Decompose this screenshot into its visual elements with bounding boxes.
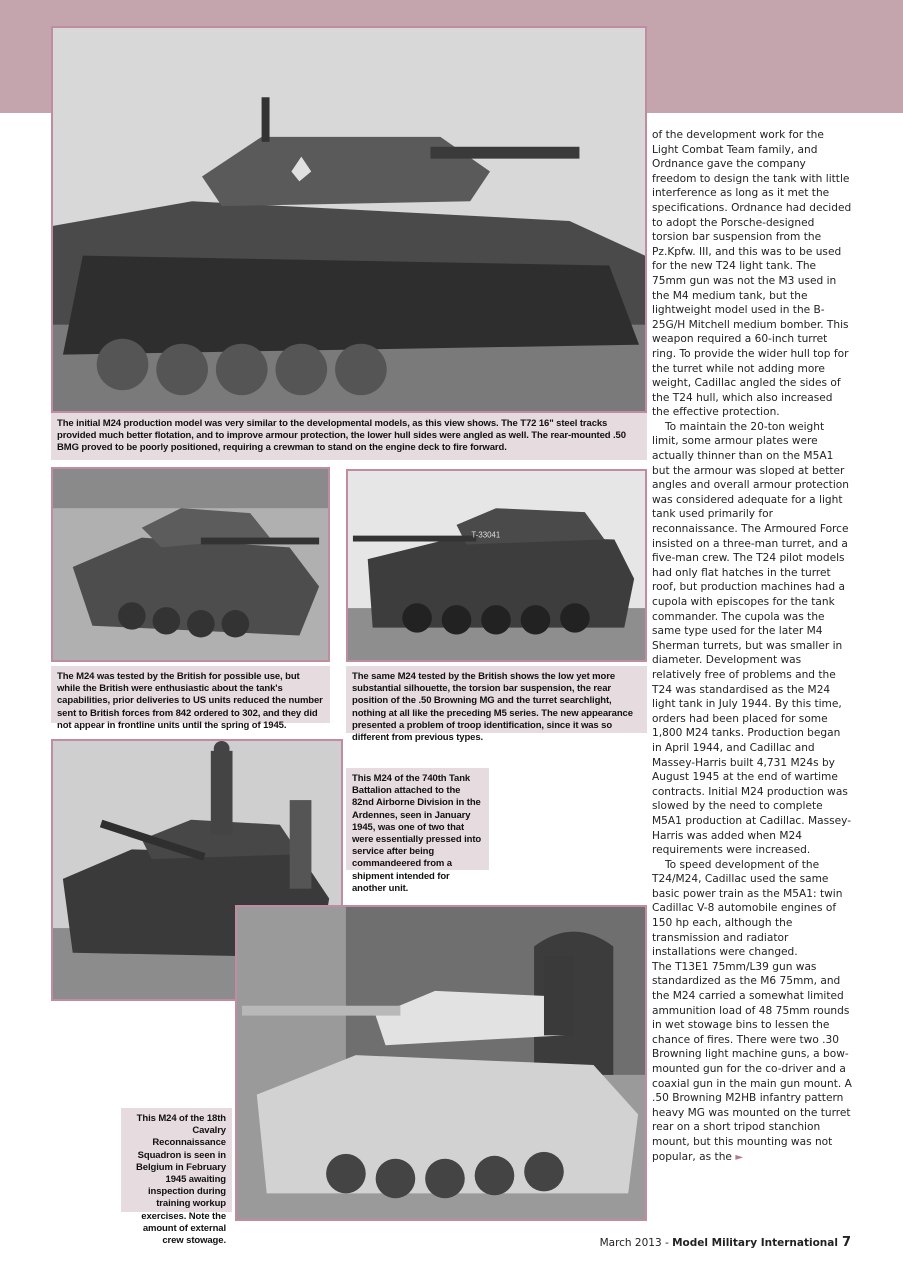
photo-m24-production-model (51, 26, 647, 413)
photo-m24-british-test-2 (346, 469, 647, 662)
body-text-column (652, 128, 852, 1165)
footer-issue: March 2013 - (599, 1237, 673, 1249)
body-paragraph-1: of the development work for the Light Combat Team family, and Ordnance gave the company freedom to design the tank with little interference as long as it met the specifications. Ordnance had decided to adopt the Porsche-designed torsion bar suspension from the Pz.Kpfw. III, and this was to be used for the new T24 light tank. The 75mm gun was not the M3 used in the M4 medium tank, but the lightweight model used in the B-25G/H Mitchell medium bomber. This weapon required a 60-inch turret ring. To provide the wider hull top for the turret while not adding more weight, Cadillac angled the sides of the T24 hull, which also increased the effective protection. (652, 129, 852, 419)
page-number: 7 (841, 1235, 851, 1250)
tank-serial-marking: T-33041 (471, 530, 501, 540)
continue-arrow-icon: ► (735, 1151, 744, 1163)
caption-photo-1: The initial M24 production model was very similar to the developmental models, as this view shows. The T72 16" steel tracks provided much better flotation, and to improve armour protection, the lower hull sides were angled as well. The rear-mounted .50 BMG proved to be poorly positioned, requiring a crewman to stand on the engine deck to fire forward. (51, 413, 647, 460)
body-paragraph-3: To speed development of the T24/M24, Cadillac used the same basic power train as the M5A1: twin Cadillac V-8 automobile engines of 150 hp each, although the transmission and radiator installations were changed. (652, 858, 843, 959)
caption-photo-5: This M24 of the 18th Cavalry Reconnaissance Squadron is seen in Belgium in February 1945 awaiting inspection during training workup exercises. Note the amount of external crew stowage. (121, 1108, 232, 1212)
caption-photo-2: The M24 was tested by the British for possible use, but while the British were enthusiastic about the tank's capabilities, prior deliveries to US units reduced the number sent to British forces from 842 ordered to 302, and they did not appear in frontline units until the spring of 1945. (51, 666, 330, 723)
caption-photo-3: The same M24 tested by the British shows the low yet more substantial silhouette, the torsion bar suspension, the rear position of the .50 Browning MG and the turret searchlight, nothing at all like the preceding M5 series. The new appearance presented a problem of troop identification, since it was so different from previous types. (346, 666, 647, 733)
body-paragraph-2: To maintain the 20-ton weight limit, some armour plates were actually thinner than on the M5A1 but the armour was sloped at better angles and overall armour protection was considered adequate for a light tank used primarily for reconnaissance. The Armoured Force insisted on a three-man turret, and a five-man crew. The T24 pilot models had only flat hatches in the turret roof, but production machines had a cupola with episcopes for the tank commander. The cupola was the same type used for the later M4 Sherman turrets, but was smaller in diameter. Development was relatively free of problems and the T24 was standardised as the M24 light tank in July 1944. By this time, orders had been placed for some 1,800 M24 tanks. Production began in April 1944, and Cadillac and Massey-Harris built 4,731 M24s by August 1945 at the end of wartime contracts. Initial M24 production was slowed by the need to complete M5A1 production at Cadillac. Massey-Harris was added when M24 requirements were increased. (652, 420, 852, 857)
footer-magazine: Model Military International (672, 1237, 838, 1249)
page-footer (600, 1235, 851, 1250)
body-paragraph-4 (652, 960, 852, 1165)
caption-photo-4: This M24 of the 740th Tank Battalion attached to the 82nd Airborne Division in the Ardennes, seen in January 1945, was one of two that were essentially pressed into service after being commandeered from a shipment intended for another unit. (346, 768, 489, 870)
body-paragraph-4-text: The T13E1 75mm/L39 gun was standardized as the M6 75mm, and the M24 carried a somewhat limited ammunition load of 48 75mm rounds in wet stowage bins to lessen the chance of fires. There were two .30 Browning light machine guns, a bow-mounted gun for the co-driver and a coaxial gun in the main gun mount. A .50 Browning M2HB infantry pattern heavy MG was mounted on the turret rear on a short tripod stanchion mount, but this mounting was not popular, as the (652, 960, 852, 1163)
photo-m24-british-test-1 (51, 467, 330, 662)
photo-m24-18th-cavalry (235, 905, 647, 1221)
